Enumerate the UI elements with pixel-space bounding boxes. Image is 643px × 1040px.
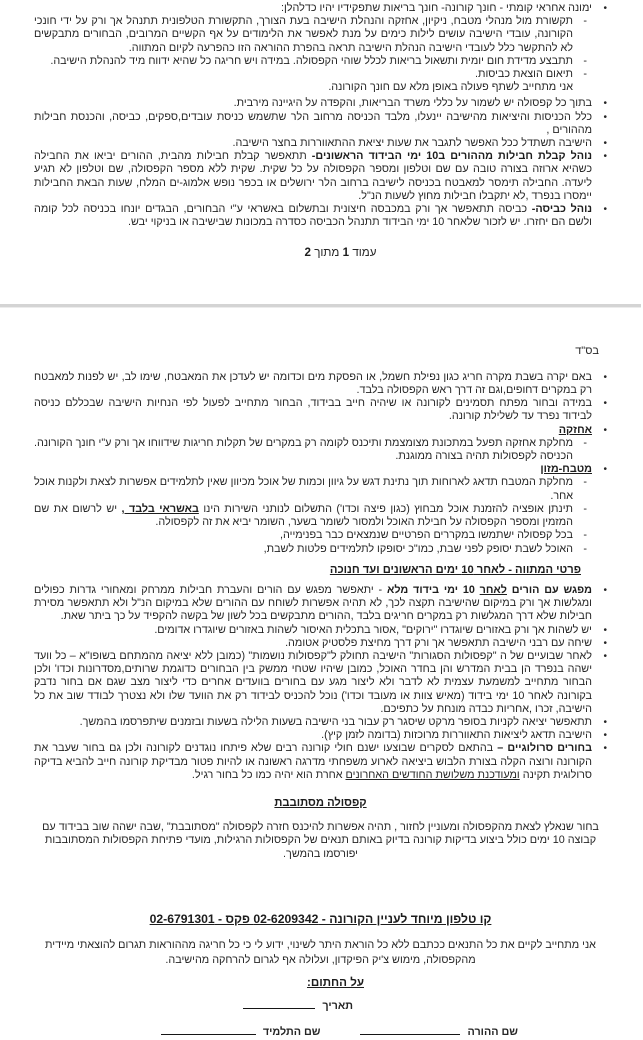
sub-item [34, 543, 607, 556]
rotating-capsule-header: קפסולה מסתובבת [274, 796, 367, 809]
credit-only-emphasis: באשראי בלבד , [121, 502, 199, 515]
sub-text: מחלקת המטבח תדאג לארוחות תוך נתינת דגש על גיוון וכמות של אוכל מכיוון שאין לתלמידים אפשרות לצאת ולקנות אוכל אחר. [34, 476, 573, 502]
serological-title: בחורים סרולוגיים – [493, 742, 592, 755]
packages-procedure-title: נוהל קבלת חבילות מההורים ב10 ימי הבידוד הראשונים- [311, 150, 592, 163]
bullet-item [34, 650, 607, 716]
bullet-text: הישיבה תדאג ליציאות התאווררות מרוכזות (בדומה לזמן קיץ). [321, 729, 592, 742]
sub-item [34, 15, 607, 55]
dash-marker: - [583, 529, 587, 542]
bullet-marker: • [603, 743, 607, 755]
bullet-item [34, 371, 607, 397]
signature-date-row [34, 1000, 607, 1013]
student-name-field [161, 1026, 321, 1039]
bullet-item [34, 111, 607, 137]
page-break-divider [0, 304, 641, 308]
parent-name-blank-line [360, 1031, 460, 1035]
bullet-text: יש לשהות אך ורק באזורים שיוגדרו "ירוקים" ,אסור בתכלית האיסור לשהות באזורים שיוגדרו אדומים. [154, 623, 592, 636]
rotating-capsule-paragraph: בחור שנאלץ לצאת מהקפסולה ומעוניין לחזור , תהיה אפשרות להיכנס חזרה לקפסולה "מסתובבת" ,שבה ישהה שוב בבידוד עם קבוצה 10 ימים כולל ביצוע בדיקות קורונה בדיוק באותם תנאים של הקפסולות הרגילות, מועדי פתיחת הקפסולות המסתובבות יפורסמו בהמשך. [42, 821, 599, 860]
parent-name-label: שם ההורה [467, 1026, 518, 1039]
sub-text: תתבצע מדידת חום יומית ותשאול בריאות לכלל שוהי הקפסולה. במידה ויש חריגה כל שהיא ידווח מיד להנהלת הישיבה. [50, 54, 573, 67]
bullet-text: הישיבה תשתדל ככל האפשר לתגבר את שעות יציאת ההתאווררות בחצר הישיבה. [232, 137, 592, 150]
bullet-text: נוהל קבלת חבילות מההורים ב10 ימי הבידוד הראשונים- תתאפשר קבלת חבילות מהבית, ההורים יביאו את החבילה כשהיא ארוזה בצורה טובה עם שם וטלפון ומספר הקפסולה על כל שקית. שקית ללא מספר הקפסולה, שם וטלפון לא תגיע ליעדה. החבילה תימסר למאבטח בכניסה לישיבה ברחוב הלר ירושלים או בכפר נופש אלמוג-ים המלח, שעות הבאת החבילות יימסרו בנפרד ,לא יתקבלו חבילות מחוץ לשעות הנ"ל. [34, 150, 592, 202]
bullet-marker: • [603, 111, 607, 123]
signature-section-header: על החתום: [306, 975, 364, 989]
commitment-paragraph: אני מתחייב לקיים את כל התנאים ככתבם ללא כל הוראת היתר לשינוי, ידוע לי כי כל חריגה מההוראות תגרום להוצאתי מיידית מהקפסולה, מימוש צ'יק הפיקדון, ועלולה אף לגרום להרחקה מהישיבה. [45, 938, 596, 967]
bullet-marker: • [603, 98, 607, 110]
sub-item-credit [34, 503, 607, 529]
sub-text: תקשורת מול מנהלי מטבח, ניקיון, אחזקה והנהלת הישיבה בעת הצורך, התקשורת הטלפונית תתנהל אך ורק על ידי חונכי הקורונה, עובדי הישיבה עושים לילות כימים על מנת לאפשר את הלימודים על אף הקשיים המרובים, הבחורים מתבקשים לא להתקשר כלל לעובדי הישיבה הנהלת הישיבה תראה בהפרת ההוראה הזו כהפרעה לקיום המתווה. [34, 15, 573, 54]
bullet-marker: • [603, 138, 607, 150]
bsd-header: בס"ד [575, 344, 599, 357]
bullet-marker: • [603, 730, 607, 742]
bullet-item [34, 624, 607, 637]
bullet-marker: • [603, 464, 607, 476]
bullet-marker: • [603, 584, 607, 596]
date-blank-line [243, 1005, 315, 1009]
sub-text: תיאום הוצאת כביסות. [475, 68, 573, 81]
commitment-note: אני מתחייב לשתף פעולה באופן מלא עם חונך הקורונה. [328, 81, 573, 94]
bullet-item [34, 716, 607, 729]
bullet-marker: • [603, 716, 607, 728]
dash-marker: - [583, 542, 587, 555]
bullet-marker: • [603, 650, 607, 662]
bullet-item-parents-meeting [34, 584, 607, 624]
bullet-item [34, 729, 607, 742]
bullet-item-laundry [34, 203, 607, 229]
bullet-item-serological [34, 742, 607, 782]
maintenance-section-title: • אחזקה [558, 423, 607, 436]
dash-marker: - [583, 54, 587, 67]
page-number: עמוד 1 מתוך 2 [304, 246, 377, 260]
sub-text: תינתן אופציה להזמנת אוכל מבחוץ (כגון פיצה וכדו') התשלום לנותני השירות הינו באשראי בלבד , יש לרשום את שם המזמין ומספר הקפסולה על חבילת האוכל ולמסור לשומר בשער, השומר יביא את זה לקפסולה. [34, 502, 573, 529]
bullet-text: ימונה אחראי קומתי - חונך קורונה- חונך בריאות שתפקידיו יהיו כדלהלן: [280, 2, 592, 14]
sub-text: האוכל לשבת יסופק לפני שבת, כמו"כ יסופקו לתלמידים פלטות לשבת, [263, 542, 573, 555]
dash-marker: - [583, 502, 587, 515]
signature-names-row [34, 1026, 607, 1039]
student-name-label: שם התלמיד [262, 1026, 321, 1039]
bullet-item [34, 97, 607, 110]
outline-section-header: פרטי המתווה - לאחר 10 ימים הראשונים ועד חנוכה [329, 563, 581, 576]
bullet-text: באם יקרה בשבת מקרה חריג כגון נפילת חשמל, או הפסקת מים וכדומה יש לעדכן את המאבטח, שימו לב, יש לפנות למאבטח רק במקרים דחופים,וגם זה דרך ראש הקפסולה בלבד. [34, 370, 592, 397]
dash-marker: - [583, 15, 587, 28]
parent-name-field [360, 1026, 518, 1039]
dash-marker: - [583, 476, 587, 489]
student-name-blank-line [161, 1031, 256, 1035]
bullet-text: כלל הכניסות והיציאות מהישיבה יינעלו, מלבד הכניסה מרחוב הלר שתשמש כניסת עובדים,ספקים, כביסה, והכנסת חבילות מההורים , [34, 110, 592, 136]
sub-text: בכל קפסולה ישתמשו במקררים הפרטיים שנמצאים כבר בפנימייה, [280, 529, 573, 542]
bullet-text: תתאפשר יציאה לקניות בסופר מרקט שיסגר רק עבור בני הישיבה בשעות הלילה בשעות ובזמנים שיתפרסמו בהמשך. [79, 715, 592, 728]
bullet-marker: • [603, 3, 607, 14]
bullet-marker: • [603, 398, 607, 410]
bullet-text: מפגש עם הורים לאחר 10 ימי בידוד מלא - יתאפשר מפגש עם הורים והעברת חבילות ממרחק ומאחורי גדרות כפולים ומגלשות אך ורק במיקום שהישיבה תקצה לכך, לא תהיה אפשרות לשוחח עם ההורים שלא במיקום הנ"ל ולא תתאפשר מסירת חבילות שלא דרך המגלשות רק במקרים חריגים בלבד ,ההורים מתבקשים בכל לשון של בקשה להקפיד על כך ביתר שאת. [34, 583, 592, 623]
corona-phone-line: קו טלפון מיוחד לעניין הקורונה - 02-6209342 פקס - 02-6791301 [149, 911, 492, 926]
bullet-text: במידה ובחור מפתח תסמינים לקורונה או שיהיה חייב בבידוד, הבחור מתחייב לפעול לפי הנחיות הישיבה שבכללם כניסה לבידוד נפרד עד לשלילת קורונה. [34, 397, 592, 423]
dash-marker: - [583, 436, 587, 449]
dash-marker: - [583, 68, 587, 81]
sub-text: מחלקת אחזקה תפעל במתכונת מצומצמת ותיכנס לקומה רק במקרים של תקלות חריגות שידווחו אך ורק ע"י חונך הקורונה. הכניסה לקפסולות תהיה בצורה ממוגנת. [34, 436, 573, 463]
bullet-item-packages [34, 150, 607, 203]
sub-item [34, 529, 607, 542]
bullet-text: בתוך כל קפסולה יש לשמור על כללי משרד הבריאות, והקפדה על היגיינה מירבית. [233, 97, 592, 110]
updated-test-emphasis: ומעודכנת משלושת החודשים האחרונים [345, 768, 520, 781]
bullet-item [34, 397, 607, 423]
sub-item [34, 55, 607, 68]
sub-item [34, 437, 607, 463]
bullet-marker: • [603, 637, 607, 649]
laundry-procedure-title: נוהל כביסה- [531, 203, 593, 216]
bullet-marker: • [603, 424, 607, 436]
bullet-marker: • [603, 204, 607, 216]
bullet-item [34, 2, 607, 15]
bullet-text: נוהל כביסה- כביסה תתאפשר אך ורק במכבסה חיצונית ובתשלום באשראי ע"י הבחורים, הבגדים יונחו בכניסה לכל קומה ולשם הם יחזרו. יש לזכור שלאחר 10 ימי הבידוד תתנהל הכביסה כסדרה במכונות שבישיבה או בניקוי יבש. [34, 203, 593, 229]
kitchen-section-title: • מטבח-מזון [540, 463, 607, 476]
bullet-text: בחורים סרולוגיים – בהתאם לסקרים שבוצעו ישנם חולי קורונה רבים שלא פיתחו נוגדנים לקורונה ולכן גם בחור שעבר את הקורונה ורוצה הקלה בצורת הלבוש ביציאה לארוע משפחתי מדרגה ראשונה או להיות פטור מבדיקת קורונה חייב להביא בדיקה סרולוגית תקינה ומעודכנת משלושת החודשים האחרונים אחרת הוא יהיה כמו כל בחור רגיל. [34, 742, 592, 781]
bullet-item [34, 637, 607, 650]
date-label: תאריך [322, 1000, 353, 1013]
bullet-text: שיחה עם רבני הישיבה תתאפשר אך ורק דרך מחיצת פלסטיק אטומה. [285, 636, 592, 649]
bullet-marker: • [603, 624, 607, 636]
sub-item [34, 68, 607, 81]
bullet-marker: • [603, 371, 607, 383]
bullet-marker: • [603, 151, 607, 163]
bullet-item [34, 137, 607, 150]
bullet-text: לאחר שבועיים של ה "קפסולות הסגורות" הישיבה תחולק ל"קפסולות נושמות" (כמובן ללא יציאה מהמתחם בשופו"א – כל וועד ישהה בנפרד הן בבית המדרש והן בחדר האוכל, כמובן שיהיו שטחי ממשק בין הבחורים כדוגמת שרותים,מסדרונות וכדו' ולכן הבחור מתחייב למשמעת עצמית לא לדבר ולא ליצור מגע עם בחורים בוועדים אחרים כדי ליצור מצב שגם אם בחור נדבק בקורונה לאחר 10 ימי בידוד (מאיש צוות או מעובד וכדו') נוכל להכניס לבידוד רק את הוועד שלו ולא נצטרך לבודד שוב את כל הישיבה, זכרו ,אחריות כבדה מונחת על כתפיכם. [34, 649, 592, 715]
sub-item [34, 476, 607, 502]
